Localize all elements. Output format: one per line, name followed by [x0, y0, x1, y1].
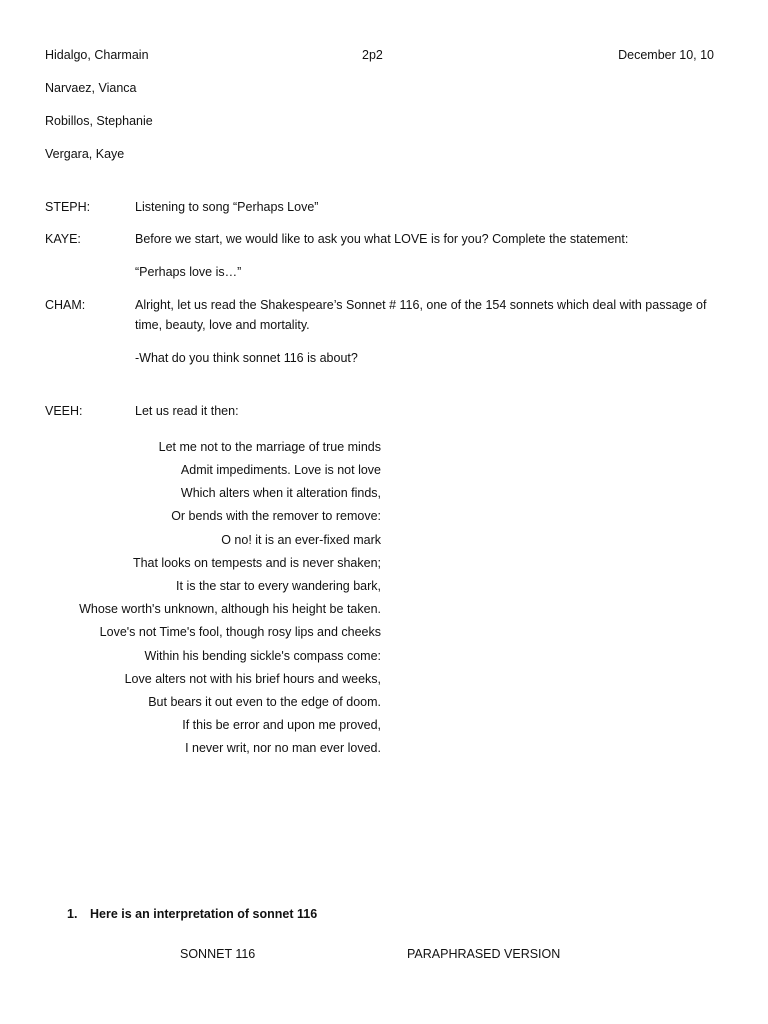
poem-line: Love's not Time's fool, though rosy lips and cheeks	[99, 625, 381, 639]
poem-line: If this be error and upon me proved,	[182, 718, 381, 732]
poem-line: I never writ, nor no man ever loved.	[185, 741, 381, 755]
table-header-sonnet: SONNET 116	[180, 947, 256, 961]
poem-line: But bears it out even to the edge of doom.	[148, 695, 381, 709]
poem-line: Within his bending sickle's compass come:	[144, 649, 381, 663]
speaker-veeh: VEEH:	[45, 404, 83, 418]
speaker-kaye: KAYE:	[45, 232, 81, 246]
table-header-paraphrased: PARAPHRASED VERSION	[407, 947, 561, 961]
document-date: December 10, 10	[618, 48, 714, 62]
poem-line: Whose worth's unknown, although his height be taken.	[79, 602, 381, 616]
steph-line: Listening to song “Perhaps Love”	[135, 200, 319, 214]
poem-line: That looks on tempests and is never shaken;	[132, 556, 381, 570]
cham-line-2: time, beauty, love and mortality.	[135, 318, 310, 332]
cham-line-1: Alright, let us read the Shakespeare’s Sonnet # 116, one of the 154 sonnets which deal with passage of	[135, 298, 707, 312]
author-name-1: Hidalgo, Charmain	[45, 48, 149, 62]
poem-line: O no! it is an ever-fixed mark	[221, 533, 381, 547]
section-code: 2p2	[362, 48, 383, 62]
poem-line: Love alters not with his brief hours and weeks,	[124, 672, 381, 686]
speaker-cham: CHAM:	[45, 298, 86, 312]
poem-line: Admit impediments. Love is not love	[180, 463, 381, 477]
author-name-2: Narvaez, Vianca	[45, 81, 137, 95]
veeh-line: Let us read it then:	[135, 404, 239, 418]
kaye-line-1: Before we start, we would like to ask you what LOVE is for you? Complete the statement:	[135, 232, 629, 246]
author-name-3: Robillos, Stephanie	[45, 114, 153, 128]
speaker-steph: STEPH:	[45, 200, 91, 214]
cham-line-3: -What do you think sonnet 116 is about?	[135, 351, 358, 365]
poem-line: Or bends with the remover to remove:	[171, 509, 381, 523]
list-item-number: 1.	[67, 907, 78, 921]
kaye-line-2: “Perhaps love is…”	[135, 265, 242, 279]
list-item-text: Here is an interpretation of sonnet 116	[90, 907, 318, 921]
poem-line: Which alters when it alteration finds,	[180, 486, 381, 500]
poem-line: It is the star to every wandering bark,	[176, 579, 381, 593]
poem-line: Let me not to the marriage of true minds	[158, 440, 381, 454]
author-name-4: Vergara, Kaye	[45, 147, 125, 161]
